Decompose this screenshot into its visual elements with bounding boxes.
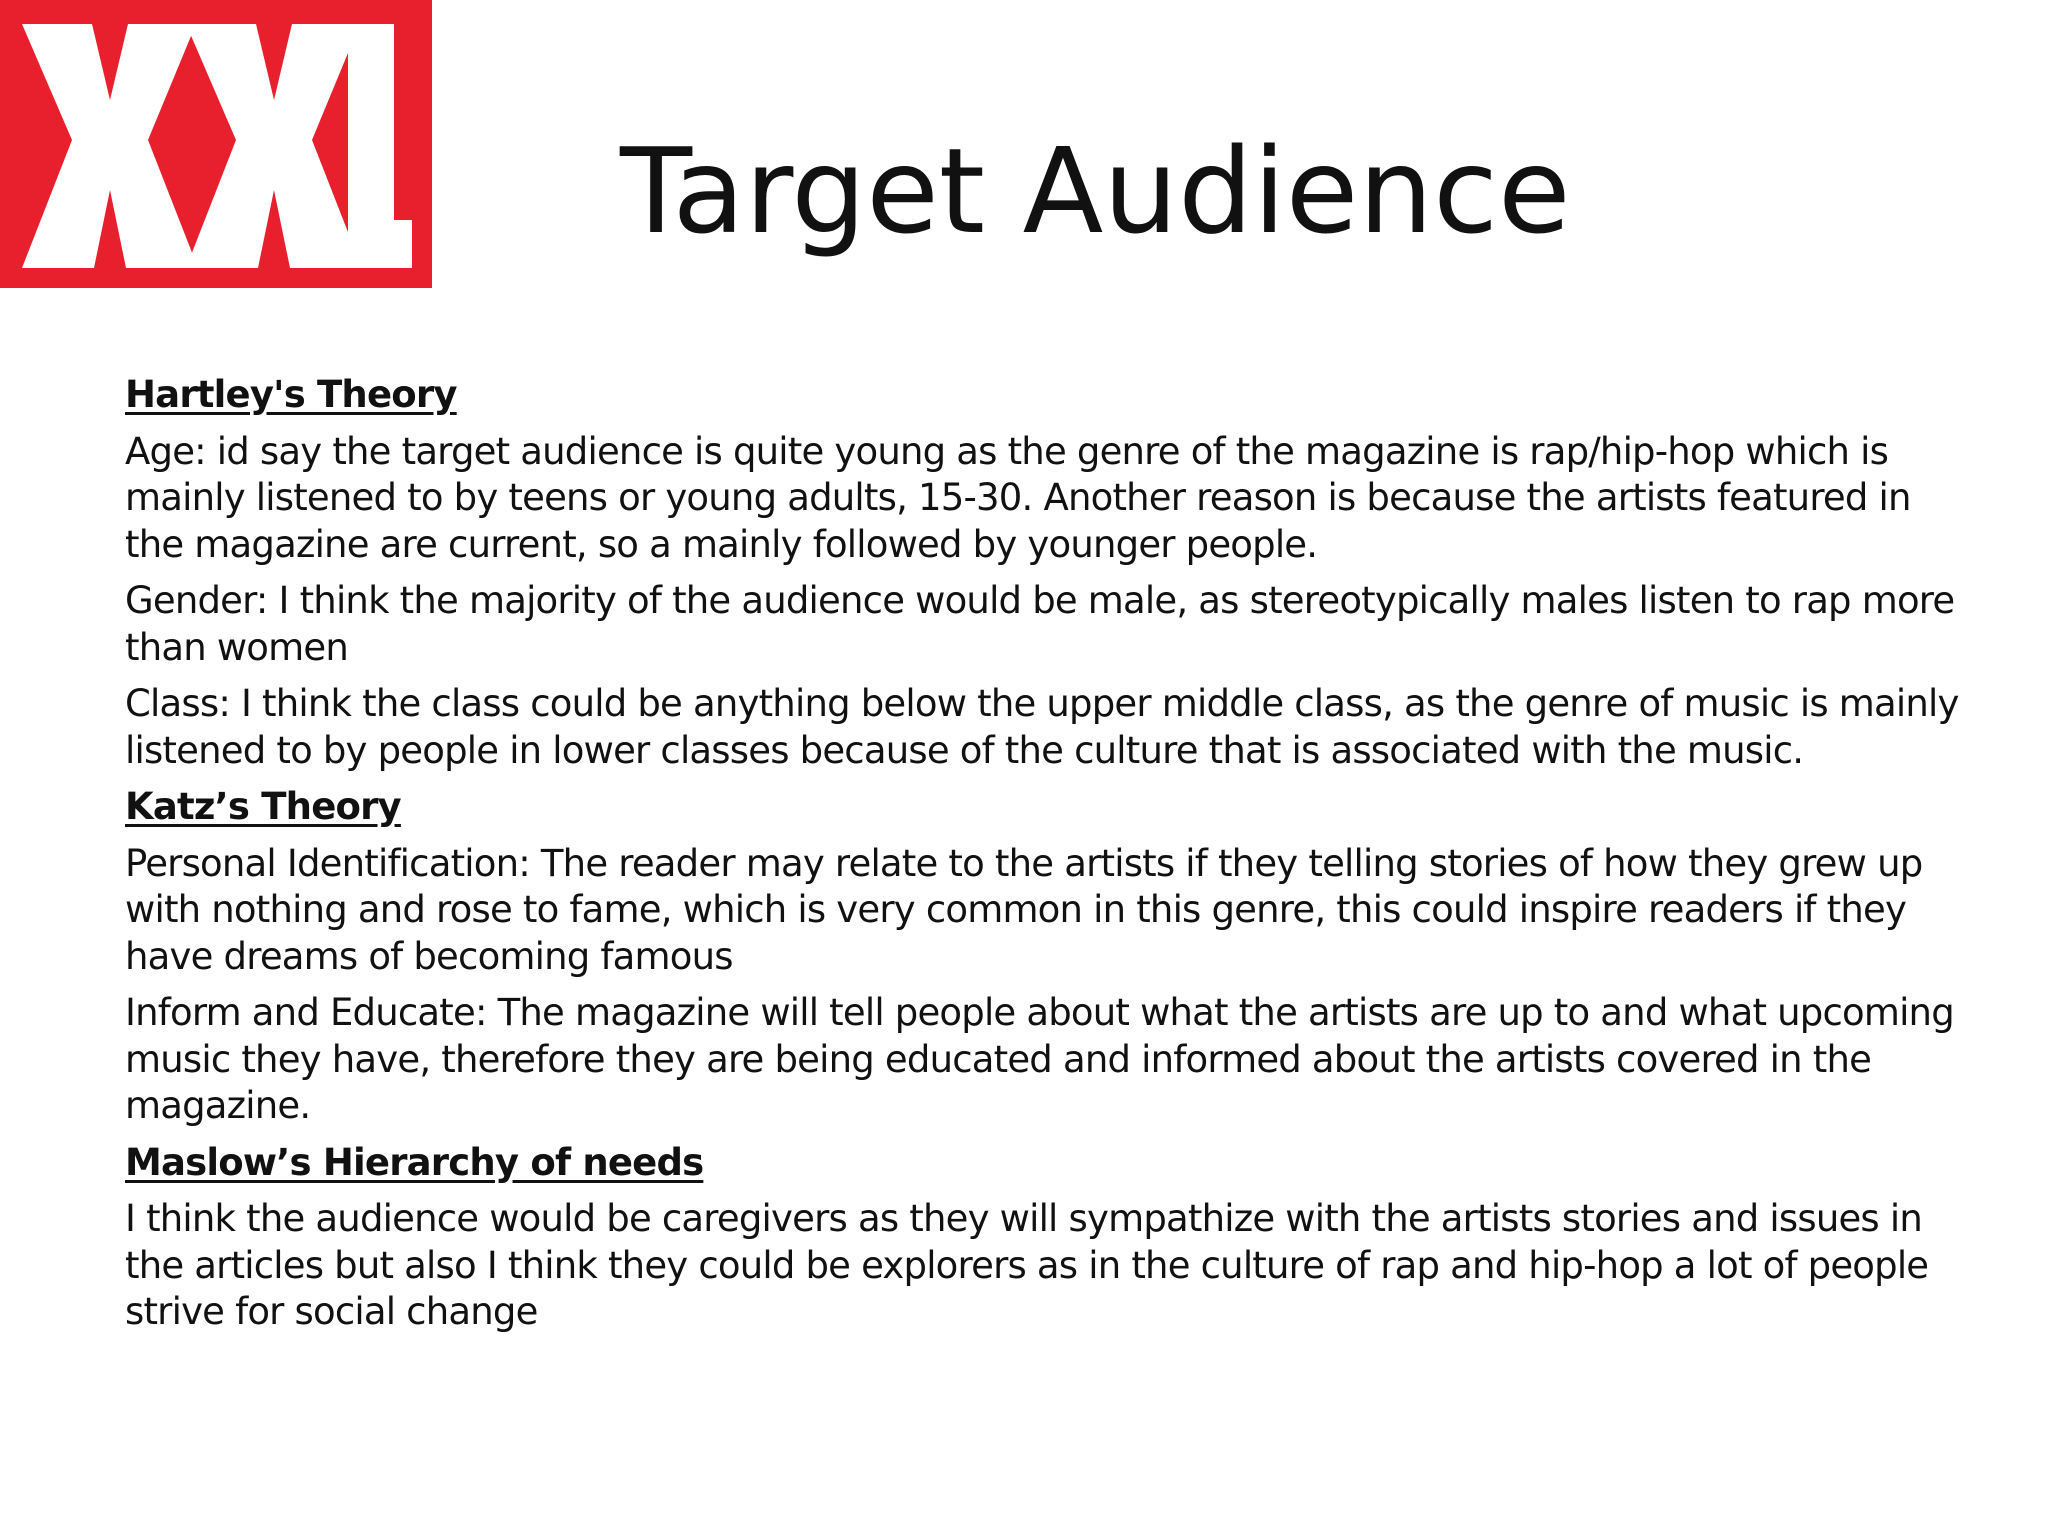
section-heading-hartley: Hartley's Theory	[125, 373, 457, 416]
section-heading-katz: Katz’s Theory	[125, 785, 401, 828]
page-title: Target Audience	[620, 122, 1571, 260]
katz-personal-identification-paragraph: Personal Identification: The reader may relate to the artists if they telling stories of how they grew up with nothing and rose to fame, which is very common in this genre, this could inspire readers if they have dreams of becoming famous	[125, 841, 1923, 978]
hartley-gender-paragraph: Gender: I think the majority of the audience would be male, as stereotypically males listen to rap more than women	[125, 579, 1955, 669]
maslow-paragraph: I think the audience would be caregivers as they will sympathize with the artists stories and issues in the articles but also I think they could be explorers as in the culture of rap and hip-hop a lot of people strive for social change	[125, 1197, 1929, 1333]
hartley-class-paragraph: Class: I think the class could be anything below the upper middle class, as the genre of music is mainly listened to by people in lower classes because of the culture that is associated with the music.	[125, 682, 1959, 772]
slide-body	[125, 372, 1965, 1346]
section-heading-maslow: Maslow’s Hierarchy of needs	[125, 1140, 704, 1184]
hartley-age-paragraph: Age: id say the target audience is quite young as the genre of the magazine is rap/hip-hop which is mainly listened to by teens or young adults, 15-30. Another reason is because the artists featured in the magazine are current, so a mainly followed by younger people.	[125, 429, 1911, 566]
xxl-logo-icon	[0, 0, 432, 288]
xxl-logo	[0, 0, 432, 288]
katz-inform-educate-paragraph: Inform and Educate: The magazine will tell people about what the artists are up to and what upcoming music they have, therefore they are being educated and informed about the artists covered in the magazine.	[125, 991, 1954, 1127]
